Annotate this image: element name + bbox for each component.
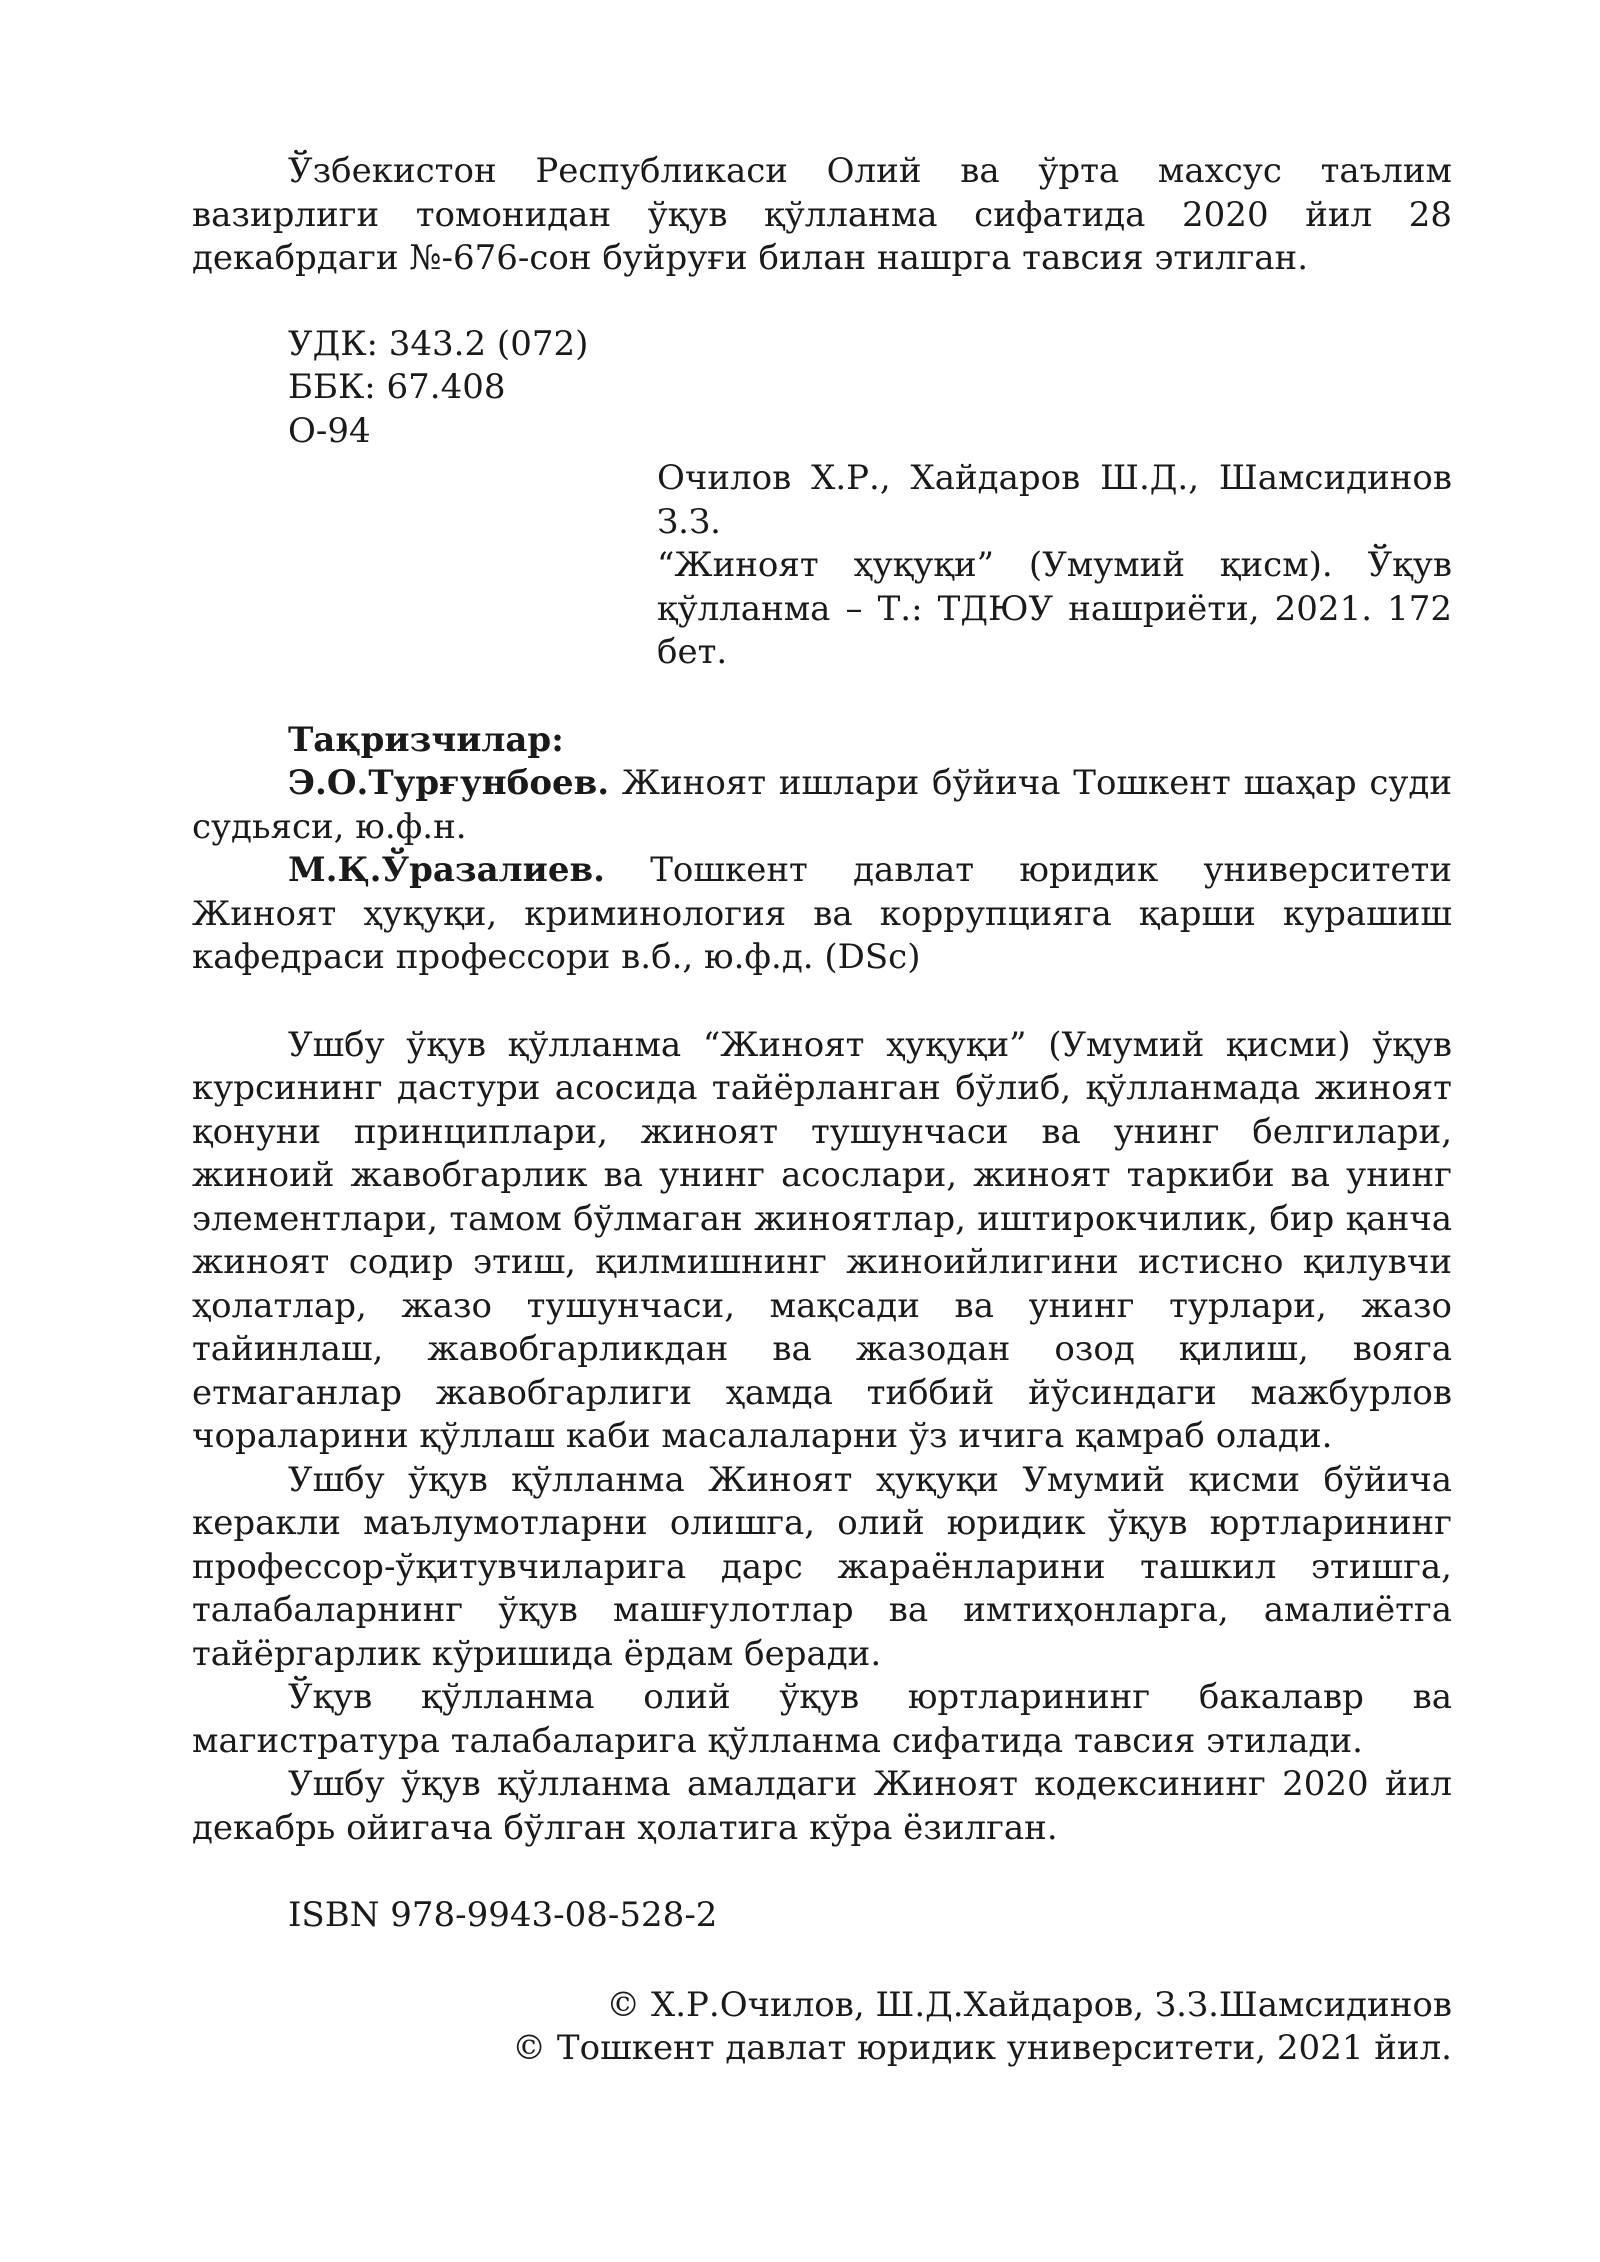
- approval-statement: Ўзбекистон Республикаси Олий ва ўрта махсус таълим вазирлиги томонидан ўқув қўлланма сифатида 2020 йил 28 декабрдаги №-676-сон буйруғи билан нашрга тавсия этилган.: [192, 151, 1452, 278]
- citation-details: “Жиноят ҳуқуқи” (Умумий қисм). Ўқув қўлланма – Т.: ТДЮУ нашриёти, 2021. 172 бет.: [657, 545, 1452, 672]
- author-mark: О-94: [288, 410, 371, 451]
- copyright-authors: © Х.Р.Очилов, Ш.Д.Хайдаров, З.З.Шамсидинов: [606, 1984, 1452, 2025]
- document-page: [192, 150, 1452, 2071]
- reviewers-title: Тақризчилар:: [288, 719, 564, 760]
- classification-codes: [192, 323, 1452, 454]
- isbn-number: ISBN 978-9943-08-528-2: [288, 1895, 718, 1935]
- reviewer-description: Тошкент давлат юридик университети Жиноят ҳуқуқи, криминология ва коррупцияга қарши курашиш кафедраси профессори в.б., ю.ф.д. (DSc): [192, 850, 1452, 977]
- copyright-block: [192, 1984, 1452, 2071]
- reviewers-section: [192, 719, 1452, 980]
- bibliographic-citation: [657, 457, 1452, 675]
- reviewer-entry: [192, 762, 1452, 849]
- summary-paragraph: Ушбу ўқув қўлланма амалдаги Жиноят кодексининг 2020 йил декабрь ойигача бўлган ҳолатига кўра ёзилган.: [192, 1764, 1452, 1848]
- summary-section: [192, 1024, 1452, 1851]
- reviewer-name: Э.О.Турғунбоев.: [288, 763, 610, 803]
- summary-paragraph: Ўқув қўлланма олий ўқув юртларининг бакалавр ва магистратура талабаларига қўлланма сифатида тавсия этилади.: [192, 1677, 1452, 1761]
- bbk-code: ББК: 67.408: [288, 367, 506, 407]
- reviewer-name: М.Қ.Ўразалиев.: [288, 850, 605, 890]
- udk-code: УДК: 343.2 (072): [288, 323, 589, 364]
- reviewer-description: Жиноят ишлари бўйича Тошкент шаҳар суди судьяси, ю.ф.н.: [192, 763, 1452, 847]
- reviewer-entry: [192, 849, 1452, 980]
- summary-paragraph: Ушбу ўқув қўлланма Жиноят ҳуқуқи Умумий қисми бўйича керакли маълумотларни олишга, олий юридик ўқув юртларининг профессор-ўқитувчиларига дарс жараёнларини ташкил этишга, талабаларнинг ўқув машғулотлар ва имтиҳонларга, амалиётга тайёргарлик кўришида ёрдам беради.: [192, 1459, 1452, 1674]
- copyright-university: © Тошкент давлат юридик университети, 2021 йил.: [512, 2028, 1452, 2068]
- summary-paragraph: Ушбу ўқув қўлланма “Жиноят ҳуқуқи” (Умумий қисми) ўқув курсининг дастури асосида тайёрланган бўлиб, қўлланмада жиноят қонуни принциплари, жиноят тушунчаси ва унинг белгилари, жиноий жавобгарлик ва унинг асослари, жиноят таркиби ва унинг элементлари, тамом бўлмаган жиноятлар, иштирокчилик, бир қанча жиноят содир этиш, қилмишнинг жиноийлигини истисно қилувчи ҳолатлар, жазо тушунчаси, мақсади ва унинг турлари, жазо тайинлаш, жавобгарликдан ва жазодан озод қилиш, вояга етмаганлар жавобгарлиги ҳамда тиббий йўсиндаги мажбурлов чораларини қўллаш каби масалаларни ўз ичига қамраб олади.: [192, 1024, 1452, 1456]
- citation-authors: Очилов Х.Р., Хайдаров Ш.Д., Шамсидинов З.З.: [657, 458, 1452, 542]
